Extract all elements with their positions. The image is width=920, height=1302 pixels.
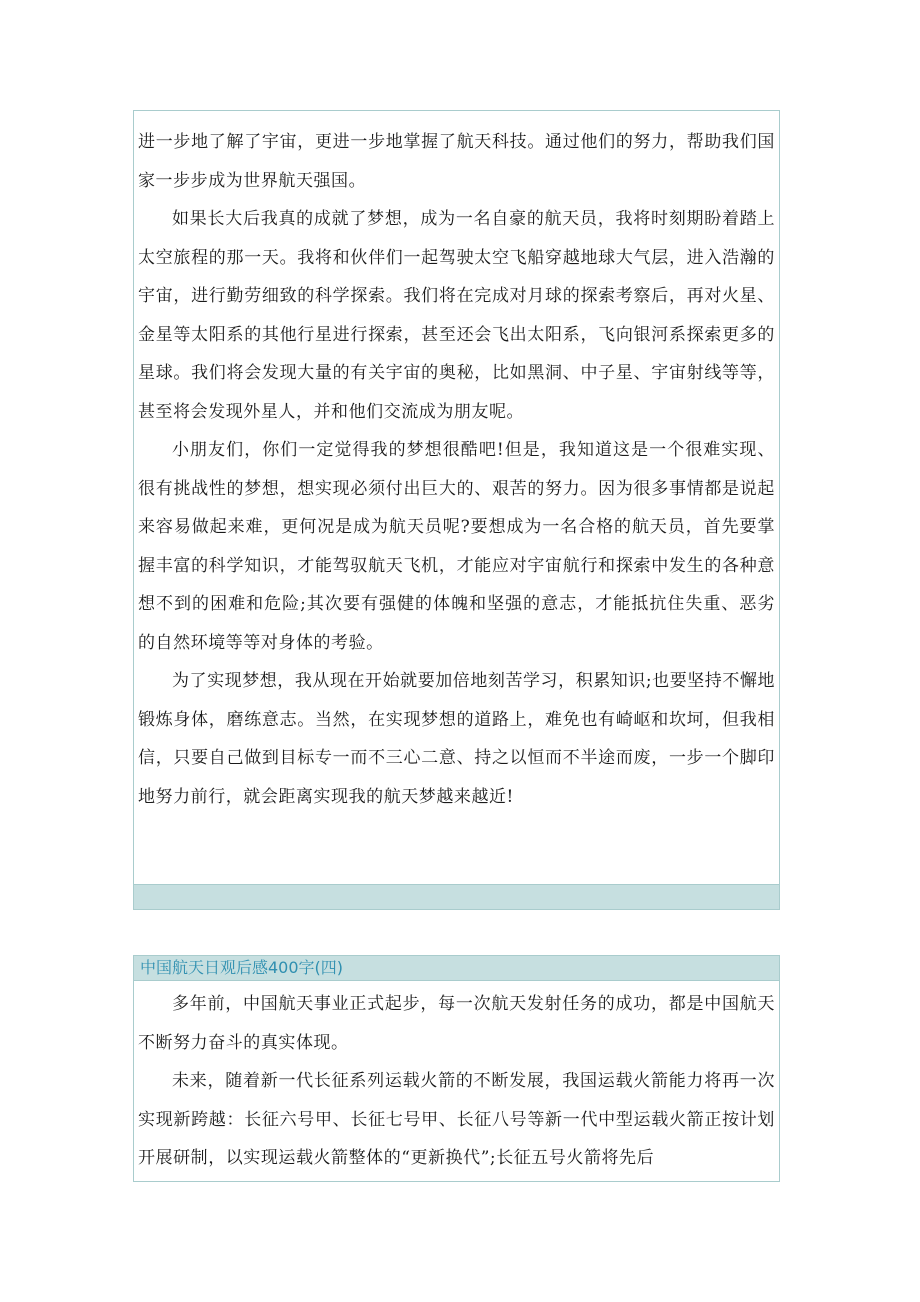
paragraph: 为了实现梦想，我从现在开始就要加倍地刻苦学习，积累知识;也要坚持不懈地锻炼身体，磨练意志。当然，在实现梦想的道路上，难免也有崎岖和坎坷，但我相信，只要自己做到目标专一而不三心二意、持之以恒而不半途而废，一步一个脚印地努力前行，就会距离实现我的航天梦越来越近! — [138, 671, 775, 807]
paragraph: 进一步地了解了宇宙，更进一步地掌握了航天科技。通过他们的努力，帮助我们国家一步步成为世界航天强国。 — [138, 132, 775, 191]
paragraph: 小朋友们，你们一定觉得我的梦想很酷吧!但是，我知道这是一个很难实现、很有挑战性的梦想，想实现必须付出巨大的、艰苦的努力。因为很多事情都是说起来容易做起来难，更何况是成为航天员呢?要想成为一名合格的航天员，首先要掌握丰富的科学知识，才能驾驭航天飞机，才能应对宇宙航行和探索中发生的各种意想不到的困难和危险;其次要有强健的体魄和坚强的意志，才能抵抗住失重、恶劣的自然环境等等对身体的考验。 — [138, 440, 775, 653]
article-box-continued — [133, 110, 780, 910]
section-title: 中国航天日观后感400字(四) — [134, 956, 779, 981]
article-body — [134, 111, 779, 816]
article-box-section-4 — [133, 955, 780, 1182]
article-body — [134, 981, 779, 1178]
paragraph: 多年前，中国航天事业正式起步，每一次航天发射任务的成功，都是中国航天不断努力奋斗的真实体现。 — [138, 994, 775, 1053]
paragraph: 未来，随着新一代长征系列运载火箭的不断发展，我国运载火箭能力将再一次实现新跨越：长征六号甲、长征七号甲、长征八号等新一代中型运载火箭正按计划开展研制，以实现运载火箭整体的“更新换代”;长征五号火箭将先后 — [138, 1071, 775, 1168]
paragraph: 如果长大后我真的成就了梦想，成为一名自豪的航天员，我将时刻期盼着踏上太空旅程的那一天。我将和伙伴们一起驾驶太空飞船穿越地球大气层，进入浩瀚的宇宙，进行勤劳细致的科学探索。我们将在完成对月球的探索考察后，再对火星、金星等太阳系的其他行星进行探索，甚至还会飞出太阳系，飞向银河系探索更多的星球。我们将会发现大量的有关宇宙的奥秘，比如黑洞、中子星、宇宙射线等等，甚至将会发现外星人，并和他们交流成为朋友呢。 — [138, 209, 775, 422]
box-footer-bar — [134, 884, 779, 909]
